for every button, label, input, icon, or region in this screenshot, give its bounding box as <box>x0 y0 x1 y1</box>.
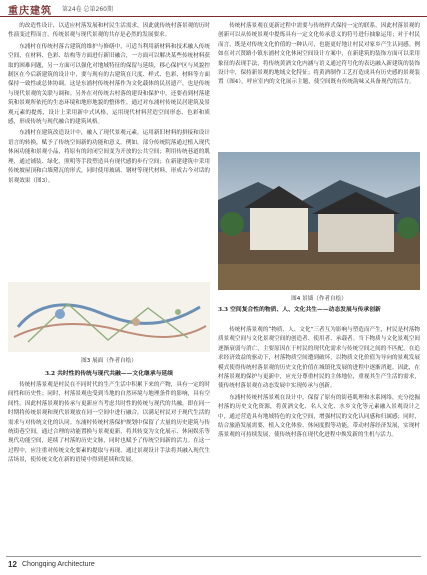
left-paragraph-2: 东浦村在传统村落古建筑的维护与修缮中，可适当利用新材料和技术融入传统空间，在材料、色彩、结构等方面进行新旧融合，一方面可以解决某些传统材料获取的困难问题，另一方面可以强化对地域特征的保留与延续，移心保护区与风貌控制区在今后新建筑的设计中，要与现有的古建筑在尺度、样式、色彩、材料等方面保持一致性或总体协调。这是东浦村传统村落作为文化载体的民居遗产，也是传统与现代景观的关联与调和。另外在对传统古村落的建设和保护中，还要看到村落建筑和景观所依托的生态环境和地形地貌的整体性。通过对东浦村传统民居建筑及景观元素的提炼，设计上采用新中式风格，运用现代材料营造空间形态、色彩和质感，形成传统与现代融合的建筑风格。 <box>8 43 210 126</box>
section-3-3-heading: 3.3 空间复合性的物质、人、文化共生——动态发展与传承创新 <box>218 307 381 313</box>
section-3-3-paragraph-2: 东浦村传统村落景观在设计中，保留了原有的街巷肌理和水系网络，充分挖掘村落的历史文化资源，将黄酒文化、名人文化、水乡文化等元素融入景观设计之中，通过营造具有地域特色的文化空间，增强村民的文化认同感和归属感；同时，结合旅游发展需要，植入文化体验、休闲度假等功能，带动村落经济发展，实现村落景观的可持续发展，使传统村落在现代化进程中焕发新的生机与活力。 <box>218 394 420 439</box>
figure-4-rendering <box>218 152 420 290</box>
section-3-3-body <box>218 326 420 443</box>
footer-divider <box>6 556 421 557</box>
figure-3-illustration <box>8 282 210 352</box>
left-paragraph-3: 东浦村在建筑改造设计中，融入了现代景观元素，运用新旧材料的拼接和设计语言的转换，赋予了传统空间新的功能和意义。例如，部分传统院落通过植入现代休闲功能和景观小品，将原有的封闭空间变为开放的公共空间；利用传统巷道的肌理，通过铺装、绿化、照明等手段塑造具有现代感的步行空间；在新建建筑中采用传统坡屋顶和白墙黛瓦的形式，同时使用玻璃、钢材等现代材料，形成古今对话的景观效果（图3）。 <box>8 130 210 184</box>
figure-4-caption: 图4 景墙（作者自绘） <box>291 296 347 302</box>
page-footer <box>0 556 427 575</box>
journal-english-name: Chongqing Architecture <box>22 561 95 568</box>
figure-3-image <box>8 282 210 352</box>
left-paragraph-1: 的改造性设计，以适应村落发展和村民生活需求，因此就传统村落景观的历时性演变过程而言，传统景观与现代景观的共存是必然的发展要求。 <box>8 23 210 39</box>
issue-info: 第24卷 总第260期 <box>62 6 113 13</box>
journal-name: 重庆建筑 <box>8 6 52 17</box>
figure-3-caption: 图3 展面（作者自绘） <box>81 358 137 364</box>
section-3-2-paragraph-1: 传统村落景观是村民在不同时代的生产生活中积累下来的产物，具有一定的时间性和历史性；同时，村落景观也受到当地的自然环境与地理条件的影响，具有空间性。因此村落景观的传承与更新应当考虑共时性的传统与现代的共融，即在同一时期将传统景观和现代景观放在同一空间中进行融合，以满足村民对于现代生活的需求与对传统文化的认同。东浦村传统村落保护规划中保留了大量的历史建筑与传统街巷空间，通过合理的功能置换与景观更新，将其转变为文化展示、休闲娱乐等现代功能空间，延续了村落的历史文脉，同时也赋予了传统空间新的活力。在这一过程中，应注重对传统文化要素的提取与再现，通过景观设计手法将其融入现代生活场景，使传统文化在新的语境中得到延续和发展。 <box>8 382 210 464</box>
left-column <box>8 22 210 188</box>
section-3-2-body <box>8 381 210 468</box>
right-column <box>218 22 420 90</box>
section-3-3-paragraph-1: 传统村落景观的“物质、人、文化”三者互为影响与塑造而产生，村民是村落物质景观空间与文化景观空间的创造者、使用者、承载者。当下物质与文化景观空间逐渐衰弱与消亡，主要原因在于村民的现代化需求与传统空间之间的不匹配，在追求经济效益的驱动下，村落物质空间遭到破坏，以物质文化价值为导向的景观发展模式使得传统村落景观的历史文化价值在城镇化发展的进程中逐渐消逝。因此，在村落景观的保护与更新中，应充分尊重村民的主体地位，重视其生产生活的需求，使传统村落景观在动态发展中实现传承与创新。 <box>218 327 420 390</box>
right-paragraph-1: 传统村落景观在更新过程中需要与传统样式保持一定的联系，因此村落景观的创新可以从传统景观中提炼具有一定文化传承意义的符号进行抽象运用；对于村民而言，既是对传统文化价值的一种认可，也能更好地让村民对家乡产生认同感。例如在对兴贤路小镇东浦村文化休闲空间设计方案中，在新建筑的装饰方面可以采用象征的表现手法，将传统黄酒文化内涵与语义通过符号化的表达融入新建筑的装饰设计中，保持新景观的地域文化特征；将黄酒制作工艺打造成具有历史感的景观装置（图4），呼应室内的文化展示主题，使空间既有传统韵味又具备现代的活力。 <box>218 23 420 86</box>
section-3-2-heading: 3.2 共时性的传统与现代共融——文化继承与延续 <box>44 371 174 377</box>
page-number: 12 <box>8 560 17 569</box>
figure-4-image <box>218 152 420 290</box>
page-header <box>0 0 427 17</box>
